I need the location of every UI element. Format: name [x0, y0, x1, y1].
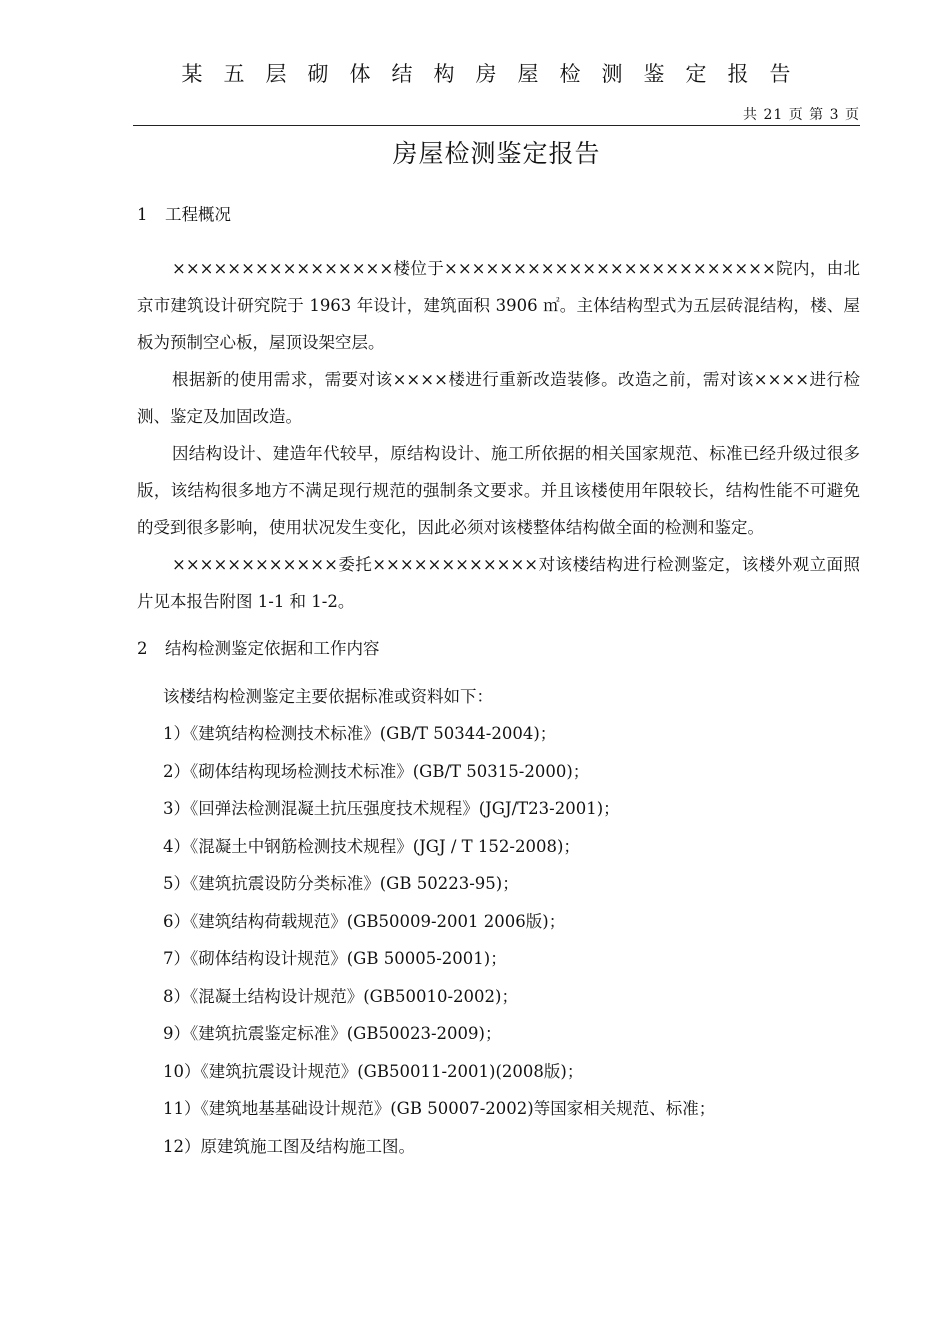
references-intro: 该楼结构检测鉴定主要依据标准或资料如下：	[163, 687, 493, 706]
list-item: 4）《混凝土中钢筋检测技术规程》(JGJ / T 152-2008)；	[163, 836, 580, 856]
list-item: 9）《建筑抗震鉴定标准》(GB50023-2009)；	[163, 1024, 502, 1043]
list-item: 8）《混凝土结构设计规范》(GB50010-2002)；	[163, 986, 518, 1006]
reference-list	[137, 715, 860, 1165]
section-1-title: 工程概况	[165, 205, 231, 224]
section-2-heading	[137, 634, 860, 664]
document-title: 房屋检测鉴定报告	[392, 139, 601, 168]
spacer	[137, 620, 860, 634]
list-item: 10）《建筑抗震设计规范》(GB50011-2001)(2008版)；	[163, 1061, 584, 1081]
list-item: 12）原建筑施工图及结构施工图。	[163, 1136, 415, 1156]
section-2-title: 结构检测鉴定依据和工作内容	[165, 639, 380, 658]
list-item: 2）《砌体结构现场检测技术标准》(GB/T 50315-2000)；	[163, 761, 590, 781]
paragraph-commission: ××××××××××××委托××××××××××××对该楼结构进行检测鉴定，该楼外观立面照片见本报告附图 1-1 和 1-2。	[137, 555, 860, 611]
spacer	[137, 230, 860, 250]
section-2-number: 2	[137, 639, 148, 658]
list-item: 3）《回弹法检测混凝土抗压强度技术规程》(JGJ/T23-2001)；	[163, 799, 620, 818]
paragraph-overview: ××××××××××××××××楼位于××××××××××××××××××××××××院内，由北京市建筑设计研究院于 1963 年设计，建筑面积 3906 ㎡。主体结构型式为五层砖混结构，楼、屋板为预制空心板，屋顶设架空层。	[137, 259, 860, 352]
spacer	[137, 664, 860, 678]
list-item: 6）《建筑结构荷载规范》(GB50009-2001 2006版)；	[163, 911, 566, 931]
section-1-number: 1	[137, 205, 148, 224]
header-rule	[133, 125, 860, 126]
paragraph-renovation-need: 根据新的使用需求，需要对该××××楼进行重新改造装修。改造之前，需对该××××进行检测、鉴定及加固改造。	[137, 370, 860, 426]
report-body	[137, 200, 860, 1165]
list-item: 1）《建筑结构检测技术标准》(GB/T 50344-2004)；	[163, 724, 557, 743]
paragraph-design-age: 因结构设计、建造年代较早，原结构设计、施工所依据的相关国家规范、标准已经升级过很多版，该结构很多地方不满足现行规范的强制条文要求。并且该楼使用年限较长，结构性能不可避免的受到很多影响，使用状况发生变化，因此必须对该楼整体结构做全面的检测和鉴定。	[137, 444, 860, 537]
list-item: 11）《建筑地基基础设计规范》(GB 50007-2002)等国家相关规范、标准；	[163, 1099, 716, 1118]
list-item: 5）《建筑抗震设防分类标准》(GB 50223-95)；	[163, 874, 519, 893]
page-count: 共 21 页 第 3 页	[743, 107, 860, 123]
list-item: 7）《砌体结构设计规范》(GB 50005-2001)；	[163, 949, 507, 968]
section-1-heading	[137, 200, 860, 230]
running-title: 某五层砌体结构房屋检测鉴定报告	[181, 62, 812, 86]
